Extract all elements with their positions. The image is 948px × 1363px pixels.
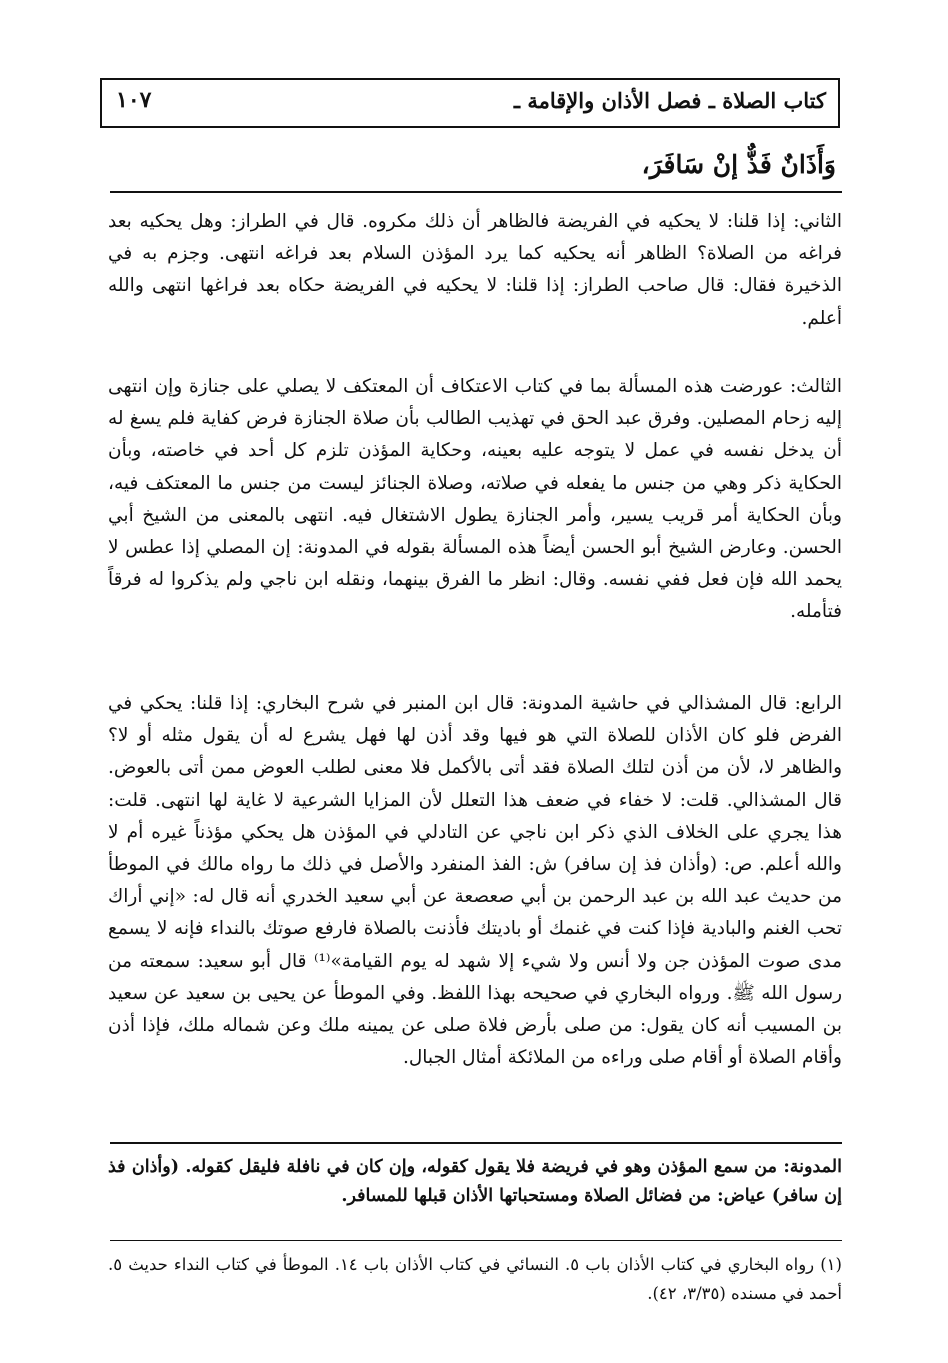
- paragraph-fourth: الرابع: قال المشذالي في حاشية المدونة: قال ابن المنبر في شرح البخاري: إذا قلنا: يحكي في الفرض فلو كان الأذان للصلاة التي هو فيها وقد أذن لها فهل يشرع له أن يقول مثله أو لا؟ والظاهر لا، لأن من أذن لتلك الصلاة فقد أتى بالأكمل فلا معنى لطلب العوض ممن أتى بالعوض. قال المشذالي. قلت: لا خفاء في ضعف هذا التعلل لأن المزايا الشرعية لا غاية لها انتهى. قلت: هذا يجري على الخلاف الذي ذكر ابن ناجي عن التادلي في المؤذن هل يحكي مؤذناً غيره أم لا والله أعلم. ص: (وأذان فذ إن سافر) ش: الفذ المنفرد والأصل في ذلك ما رواه مالك في الموطأ من حديث عبد الله بن عبد الرحمن بن أبي صعصعة عن أبي سعيد الخدري أنه قال له: «إني أراك تحب الغنم والبادية فإذا كنت في غنمك أو باديتك فأذنت بالصلاة فارفع صوتك بالنداء فإنه لا يسمع مدى صوت المؤذن جن ولا أنس ولا شيء إلا شهد له يوم القيامة»⁽¹⁾ قال أبو سعيد: سمعته من رسول الله ﷺ. ورواه البخاري في صحيحه بهذا اللفظ. وفي الموطأ عن يحيى بن سعيد عن سعيد بن المسيب أنه كان يقول: من صلى بأرض فلاة صلى عن يمينه ملك وعن شماله ملك، فإذا أذن وأقام الصلاة أو أقام صلى وراءه من الملائكة أمثال الجبال.: [108, 693, 843, 1069]
- paragraph-second: الثاني: إذا قلنا: لا يحكيه في الفريضة فالظاهر أن ذلك مكروه. قال في الطراز: وهل يحكيه بعد فراغه من الصلاة؟ الظاهر أنه يحكيه كما يرد المؤذن السلام بعد فراغه انتهى. وجزم به في الذخيرة فقال: قال صاحب الطراز: إذا قلنا: لا يحكيه في الفريضة حكاه بعد فراغها انتهى والله أعلم.: [108, 211, 842, 329]
- running-header: [100, 78, 840, 128]
- commentary-note: المدونة: من سمع المؤذن وهو في فريضة فلا يقول كقوله، وإن كان في نافلة فليقل كقوله. (وأذان فذ إن سافر) عياض: من فضائل الصلاة ومستحباتها الأذان قبلها للمسافر.: [108, 1157, 842, 1206]
- paragraph-third: الثالث: عورضت هذه المسألة بما في كتاب الاعتكاف أن المعتكف لا يصلي على جنازة وإن انتهى إليه زحام المصلين. وفرق عبد الحق في تهذيب الطالب بأن صلاة الجنازة فرض كفاية فلم يسغ له أن يدخل نفسه في عمل لا يتوجه عليه بعينه، وحكاية المؤذن تلزم كل أحد في خاصته، وبأن الحكاية ذكر وهي من جنس ما يفعله في صلاته، وصلاة الجنائز ليست من جنس ما المعتكف فيه، وبأن الحكاية أمر قريب يسير، وأمر الجنازة يطول الاشتغال فيه. انتهى بالمعنى من الشيخ أبي الحسن. وعارض الشيخ أبو الحسن أيضاً هذه المسألة بقوله في المدونة: إن المصلي إذا عطس لا يحمد الله فإن فعل ففي نفسه. وقال: انظر ما الفرق بينهما، ونقله ابن ناجي ولم يذكروا له فرقاً فتأمله.: [108, 376, 842, 623]
- commentary-divider: [110, 1142, 842, 1144]
- top-divider: [110, 191, 842, 193]
- verse-line: وَأَذَانٌ فَذٌّ إنْ سَافَرَ،: [641, 150, 836, 179]
- header-title: كتاب الصلاة ـ فصل الأذان والإقامة ـ: [513, 88, 826, 113]
- footnote: (١) رواه البخاري في كتاب الأذان باب ٥. النسائي في كتاب الأذان باب ١٤. الموطأ في كتاب النداء حديث ٥. أحمد في مسنده (٣/٣٥، ٤٢).: [108, 1255, 842, 1303]
- page-number: ١٠٧: [116, 87, 152, 113]
- footnote-divider: [110, 1240, 842, 1241]
